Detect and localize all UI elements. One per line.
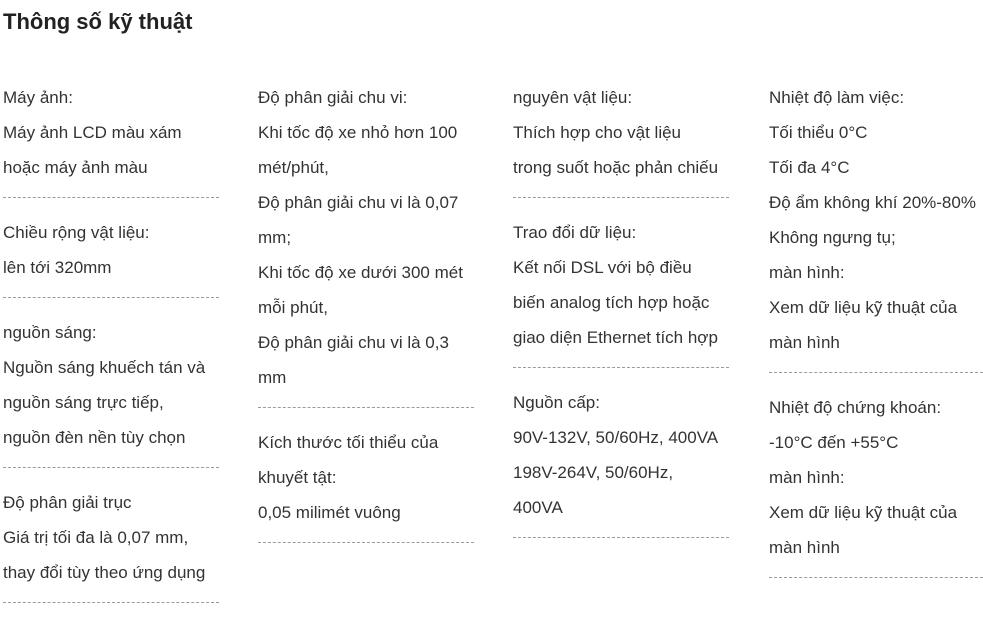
spec-value: nguồn sáng trực tiếp, [3, 393, 164, 412]
spec-label: nguồn sáng: [3, 323, 97, 342]
spec-label: Độ phân giải trục [3, 493, 132, 512]
spec-block [769, 390, 983, 578]
spec-block [3, 215, 219, 298]
spec-label: Máy ảnh: [3, 88, 73, 107]
spec-value: Độ phân giải chu vi là 0,07 [258, 193, 459, 212]
spec-value: biến analog tích hợp hoặc [513, 293, 710, 312]
spec-block [258, 80, 474, 408]
spec-value: Nguồn sáng khuếch tán và [3, 358, 206, 377]
spec-value: hoặc máy ảnh màu [3, 158, 148, 177]
page-title: Thông số kỹ thuật [3, 9, 193, 34]
spec-value: mỗi phút, [258, 298, 328, 317]
spec-value: Độ ẩm không khí 20%-80% [769, 193, 976, 212]
spec-value: Không ngưng tụ; [769, 228, 896, 247]
spec-label: màn hình: [769, 468, 845, 487]
spec-value: lên tới 320mm [3, 258, 112, 277]
spec-value: màn hình [769, 538, 840, 557]
spec-value: Khi tốc độ xe dưới 300 mét [258, 263, 463, 282]
spec-column-2 [258, 80, 474, 560]
spec-value: giao diện Ethernet tích hợp [513, 328, 718, 347]
spec-value: Khi tốc độ xe nhỏ hơn 100 [258, 123, 458, 142]
spec-value: 90V-132V, 50/60Hz, 400VA [513, 428, 719, 447]
spec-column-1 [3, 80, 219, 620]
spec-block [513, 385, 729, 538]
spec-value: Tối đa 4°C [769, 158, 850, 177]
spec-column-3 [513, 80, 729, 555]
spec-block [3, 80, 219, 198]
spec-label: Nhiệt độ chứng khoán: [769, 398, 942, 417]
spec-value: Giá trị tối đa là 0,07 mm, [3, 528, 189, 547]
spec-value: Kết nối DSL với bộ điều [513, 258, 692, 277]
spec-label: màn hình: [769, 263, 845, 282]
spec-block [513, 215, 729, 368]
spec-value: mm [258, 368, 287, 387]
spec-value: 400VA [513, 498, 563, 517]
spec-label: Nguồn cấp: [513, 393, 600, 412]
spec-block [769, 80, 983, 373]
spec-value: Xem dữ liệu kỹ thuật của [769, 298, 958, 317]
spec-value: 0,05 milimét vuông [258, 503, 401, 522]
spec-block [258, 425, 474, 543]
spec-value: trong suốt hoặc phản chiếu [513, 158, 719, 177]
spec-value: Tối thiểu 0°C [769, 123, 868, 142]
spec-value: Độ phân giải chu vi là 0,3 [258, 333, 449, 352]
spec-value: Thích hợp cho vật liệu [513, 123, 682, 142]
spec-value: thay đổi tùy theo ứng dụng [3, 563, 206, 582]
spec-label: Kích thước tối thiểu của [258, 433, 439, 452]
spec-value: mét/phút, [258, 158, 329, 177]
spec-value: mm; [258, 228, 292, 247]
spec-value: 198V-264V, 50/60Hz, [513, 463, 674, 482]
spec-column-4 [769, 80, 983, 595]
spec-label: Chiều rộng vật liệu: [3, 223, 150, 242]
spec-label: Nhiệt độ làm việc: [769, 88, 905, 107]
spec-value: nguồn đèn nền tùy chọn [3, 428, 186, 447]
spec-block [513, 80, 729, 198]
spec-block [3, 485, 219, 603]
spec-value: Xem dữ liệu kỹ thuật của [769, 503, 958, 522]
spec-value: Máy ảnh LCD màu xám [3, 123, 182, 142]
spec-label: khuyết tật: [258, 468, 337, 487]
spec-label: nguyên vật liệu: [513, 88, 633, 107]
spec-label: Trao đổi dữ liệu: [513, 223, 637, 242]
spec-block [3, 315, 219, 468]
spec-value: màn hình [769, 333, 840, 352]
spec-value: -10°C đến +55°C [769, 433, 899, 452]
spec-label: Độ phân giải chu vi: [258, 88, 408, 107]
